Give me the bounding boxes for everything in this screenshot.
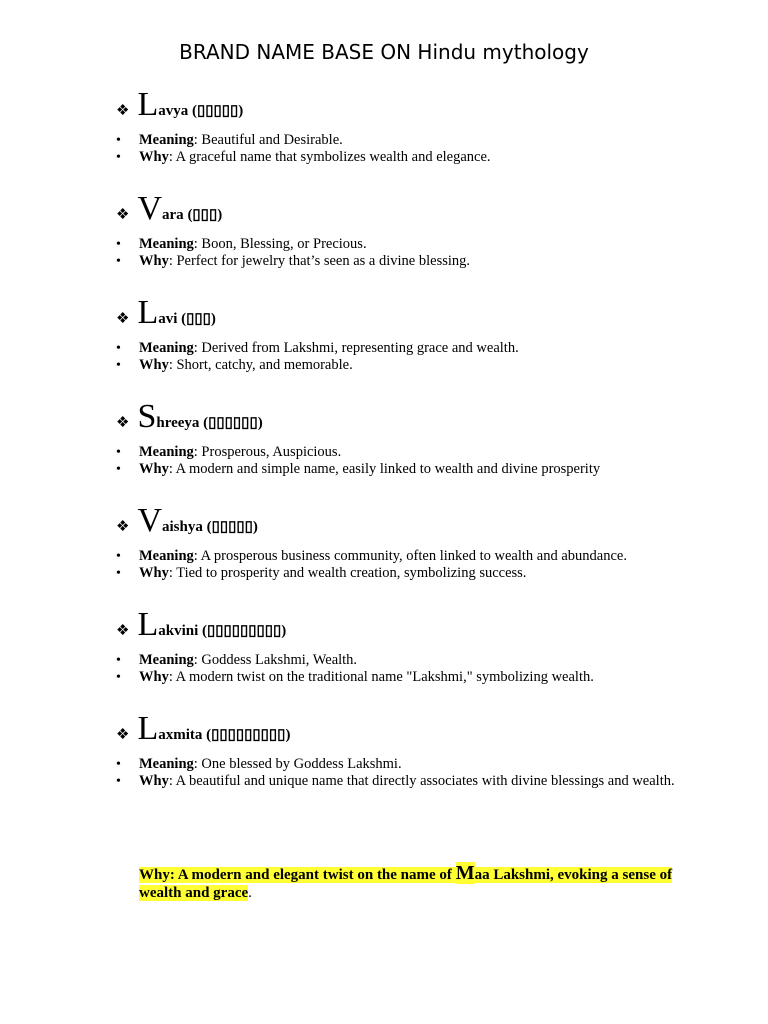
entry-script: (▯▯▯▯▯▯) <box>203 415 263 431</box>
why-label: Why <box>139 669 169 685</box>
meaning-label: Meaning <box>139 652 194 668</box>
why-line <box>116 565 676 582</box>
why-line <box>116 461 676 478</box>
why-text: : Perfect for jewelry that’s seen as a divine blessing. <box>168 253 471 269</box>
meaning-line <box>116 340 676 357</box>
entry-heading <box>116 296 216 336</box>
why-label: Why <box>139 461 169 477</box>
highlighted-callout <box>139 864 679 902</box>
why-label: Why <box>139 565 169 581</box>
entry-script: (▯▯▯▯▯) <box>191 103 244 119</box>
meaning-line <box>116 548 676 565</box>
entry-script: (▯▯▯▯▯▯▯▯▯) <box>206 727 291 743</box>
callout-period: . <box>248 885 252 901</box>
entry-initial: L <box>137 606 159 643</box>
entry-script: (▯▯▯) <box>187 207 223 223</box>
diamond-bullet-icon: ❖ <box>116 103 130 119</box>
entry-script: (▯▯▯▯▯▯▯▯▯) <box>202 623 287 639</box>
document-title: BRAND NAME BASE ON Hindu mythology <box>179 40 589 64</box>
entry-script: (▯▯▯▯▯) <box>206 519 258 535</box>
why-label: Why <box>139 149 169 165</box>
why-text: : A modern and simple name, easily linked to wealth and divine prosperity <box>168 461 601 477</box>
entry-heading <box>116 712 290 752</box>
meaning-text: : A prosperous business community, often linked to wealth and abundance. <box>193 548 627 564</box>
meaning-label: Meaning <box>139 444 194 460</box>
meaning-label: Meaning <box>139 236 194 252</box>
why-text: : A graceful name that symbolizes wealth and elegance. <box>168 149 491 165</box>
entry-name-rest: akvini <box>158 623 199 639</box>
entry-name-rest: avi <box>158 311 178 327</box>
why-text: : A modern twist on the traditional name "Lakshmi," symbolizing wealth. <box>168 669 594 685</box>
meaning-text: : One blessed by Goddess Lakshmi. <box>193 756 402 772</box>
callout-big-letter: M <box>455 862 475 884</box>
meaning-line <box>116 652 676 669</box>
meaning-text: : Boon, Blessing, or Precious. <box>193 236 367 252</box>
diamond-bullet-icon: ❖ <box>116 311 130 327</box>
meaning-label: Meaning <box>139 132 194 148</box>
entry-details <box>116 340 676 374</box>
entry-initial: V <box>137 190 163 227</box>
why-line <box>116 669 676 686</box>
entry-heading <box>116 88 243 128</box>
entry-details <box>116 652 676 686</box>
entry-name-rest: hreeya <box>156 415 200 431</box>
entry-initial: L <box>137 86 159 123</box>
callout-why-label: Why <box>139 867 170 883</box>
meaning-line <box>116 132 676 149</box>
meaning-label: Meaning <box>139 548 194 564</box>
entry-initial: V <box>137 502 163 539</box>
diamond-bullet-icon: ❖ <box>116 415 130 431</box>
entry-name-rest: avya <box>158 103 189 119</box>
callout-colon: : <box>169 867 175 883</box>
meaning-line <box>116 756 676 773</box>
entry-heading <box>116 192 222 232</box>
meaning-line <box>116 444 676 461</box>
entry-details <box>116 548 676 582</box>
entry-name-rest: axmita <box>158 727 203 743</box>
why-label: Why <box>139 253 169 269</box>
why-text: : Short, catchy, and memorable. <box>168 357 353 373</box>
why-line <box>116 149 676 166</box>
diamond-bullet-icon: ❖ <box>116 519 130 535</box>
entry-heading <box>116 504 258 544</box>
entry-details <box>116 132 676 166</box>
entry-initial: L <box>137 710 159 747</box>
entry-heading <box>116 608 286 648</box>
callout-text-after: aa Lakshmi, evoking a sense of wealth and grace <box>139 867 673 901</box>
diamond-bullet-icon: ❖ <box>116 623 130 639</box>
why-line <box>116 357 676 374</box>
meaning-label: Meaning <box>139 756 194 772</box>
meaning-text: : Derived from Lakshmi, representing grace and wealth. <box>193 340 519 356</box>
entry-initial: S <box>137 398 157 435</box>
diamond-bullet-icon: ❖ <box>116 207 130 223</box>
diamond-bullet-icon: ❖ <box>116 727 130 743</box>
meaning-text: : Prosperous, Auspicious. <box>193 444 342 460</box>
entry-initial: L <box>137 294 159 331</box>
callout-text-before: A modern and elegant twist on the name of <box>174 867 456 883</box>
entry-details <box>116 444 676 478</box>
why-label: Why <box>139 357 169 373</box>
meaning-line <box>116 236 676 253</box>
why-label: Why <box>139 773 169 789</box>
entry-details <box>116 236 676 270</box>
entry-name-rest: ara <box>162 207 184 223</box>
entry-script: (▯▯▯) <box>181 311 216 327</box>
entry-details <box>116 756 676 790</box>
entry-name-rest: aishya <box>162 519 203 535</box>
meaning-text: : Beautiful and Desirable. <box>193 132 343 148</box>
meaning-text: : Goddess Lakshmi, Wealth. <box>193 652 358 668</box>
entry-heading <box>116 400 263 440</box>
why-line <box>116 253 676 270</box>
why-line <box>116 773 676 790</box>
why-text: : A beautiful and unique name that directly associates with divine blessings and wealth. <box>168 773 675 789</box>
why-text: : Tied to prosperity and wealth creation, symbolizing success. <box>168 565 527 581</box>
meaning-label: Meaning <box>139 340 194 356</box>
